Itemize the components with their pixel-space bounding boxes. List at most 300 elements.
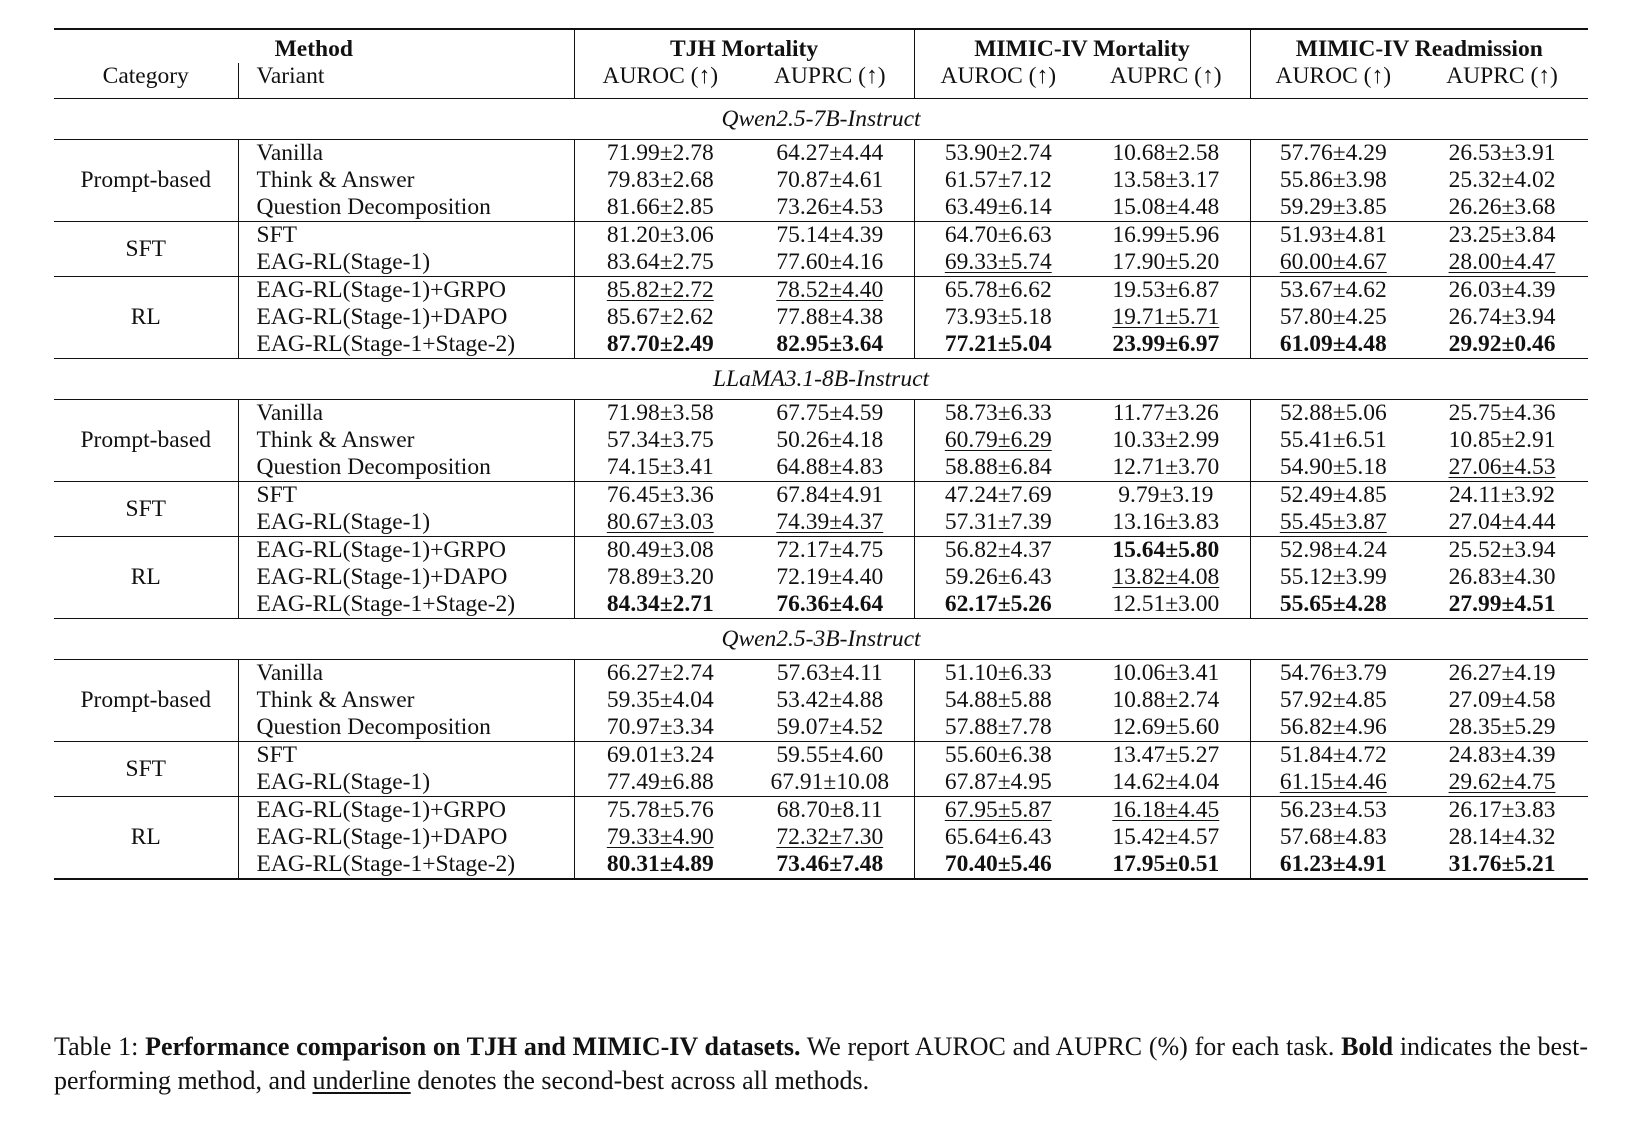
value-cell	[1082, 797, 1250, 825]
metric-value: 28.00±4.47	[1448, 249, 1556, 275]
value-cell	[1082, 537, 1250, 565]
value-cell	[914, 454, 1082, 482]
value-cell	[746, 222, 914, 250]
metric-header: AUPRC (↑)	[1446, 63, 1558, 89]
metric-value: 81.66±2.85	[606, 194, 714, 220]
value-cell	[574, 482, 746, 510]
variant-cell: SFT	[238, 742, 574, 770]
value-cell	[1082, 454, 1250, 482]
metric-value: 59.35±4.04	[606, 687, 714, 713]
value-cell	[1250, 687, 1416, 714]
value-cell	[1250, 509, 1416, 537]
metric-value: 57.80±4.25	[1279, 304, 1387, 330]
metric-value: 13.58±3.17	[1112, 167, 1220, 193]
table-body	[54, 99, 1588, 880]
metric-value: 57.76±4.29	[1279, 140, 1387, 166]
metric-value: 72.17±4.75	[776, 537, 884, 563]
table-row	[54, 277, 1588, 305]
metric-value: 26.74±3.94	[1448, 304, 1556, 330]
table-row	[54, 660, 1588, 688]
value-cell	[574, 687, 746, 714]
value-cell	[1082, 714, 1250, 742]
value-cell	[1250, 851, 1416, 879]
value-cell	[1082, 167, 1250, 194]
table-row	[54, 400, 1588, 428]
metric-value: 19.71±5.71	[1112, 304, 1220, 330]
metric-value: 26.03±4.39	[1448, 277, 1556, 303]
metric-value: 55.65±4.28	[1279, 591, 1387, 617]
table-row	[54, 249, 1588, 277]
value-cell	[1416, 194, 1588, 222]
caption-text: indicates the best-performing method, and	[54, 1032, 1589, 1095]
value-cell	[1250, 249, 1416, 277]
value-cell	[914, 249, 1082, 277]
variant-cell: EAG-RL(Stage-1)	[238, 509, 574, 537]
metric-value: 67.87±4.95	[944, 769, 1052, 795]
metric-value: 87.70±2.49	[606, 331, 714, 357]
value-cell	[1416, 714, 1588, 742]
value-cell	[746, 509, 914, 537]
table-header	[54, 29, 1588, 99]
metric-value: 71.99±2.78	[606, 140, 714, 166]
metric-value: 59.29±3.85	[1279, 194, 1387, 220]
metric-value: 27.04±4.44	[1448, 509, 1556, 535]
metric-value: 58.73±6.33	[944, 400, 1052, 426]
value-cell	[1250, 167, 1416, 194]
metric-header: AUROC (↑)	[1250, 63, 1416, 99]
metric-value: 57.92±4.85	[1279, 687, 1387, 713]
metric-value: 55.60±6.38	[944, 742, 1052, 768]
metric-value: 24.11±3.92	[1449, 482, 1556, 508]
metric-value: 84.34±2.71	[606, 591, 714, 617]
metric-value: 51.93±4.81	[1279, 222, 1387, 248]
metric-value: 67.75±4.59	[776, 400, 884, 426]
value-cell	[914, 140, 1082, 168]
value-cell	[1250, 427, 1416, 454]
metric-value: 19.53±6.87	[1112, 277, 1220, 303]
metric-header: AUPRC (↑)	[1109, 63, 1222, 89]
value-cell	[1082, 687, 1250, 714]
value-cell	[1416, 331, 1588, 359]
value-cell	[1416, 222, 1588, 250]
value-cell	[574, 591, 746, 619]
metric-value: 57.68±4.83	[1279, 824, 1387, 850]
value-cell	[574, 140, 746, 168]
metric-value: 80.31±4.89	[606, 851, 714, 877]
value-cell	[746, 591, 914, 619]
metric-value: 55.41±6.51	[1279, 427, 1387, 453]
table-row	[54, 851, 1588, 879]
metric-value: 69.33±5.74	[944, 249, 1052, 275]
metric-value: 28.35±5.29	[1448, 714, 1556, 740]
metric-value: 27.06±4.53	[1448, 454, 1556, 480]
value-cell	[746, 537, 914, 565]
metric-value: 65.64±6.43	[944, 824, 1052, 850]
metric-value: 74.15±3.41	[606, 454, 714, 480]
table-row	[54, 222, 1588, 250]
table-row	[54, 591, 1588, 619]
variant-cell: EAG-RL(Stage-1)+DAPO	[238, 564, 574, 591]
metric-value: 53.90±2.74	[944, 140, 1052, 166]
metric-value: 82.95±3.64	[776, 331, 884, 357]
value-cell	[746, 427, 914, 454]
group-header-mimic-readmission: MIMIC-IV Readmission	[1250, 29, 1588, 63]
metric-value: 25.75±4.36	[1448, 400, 1556, 426]
variant-cell: EAG-RL(Stage-1+Stage-2)	[238, 331, 574, 359]
table-row	[54, 687, 1588, 714]
value-cell	[914, 331, 1082, 359]
variant-cell: SFT	[238, 222, 574, 250]
category-cell: RL	[130, 304, 161, 330]
metric-value: 66.27±2.74	[606, 660, 714, 686]
metric-value: 85.82±2.72	[606, 277, 714, 303]
value-cell	[574, 660, 746, 688]
metric-value: 23.99±6.97	[1112, 331, 1220, 357]
metric-value: 75.78±5.76	[606, 797, 714, 823]
value-cell	[746, 714, 914, 742]
metric-value: 29.92±0.46	[1448, 331, 1556, 357]
metric-value: 9.79±3.19	[1118, 482, 1214, 508]
caption-text: We report AUROC and AUPRC (%) for each task.	[800, 1032, 1342, 1061]
metric-value: 26.83±4.30	[1448, 564, 1556, 590]
table-row	[54, 454, 1588, 482]
metric-value: 13.47±5.27	[1112, 742, 1220, 768]
value-cell	[746, 564, 914, 591]
value-cell	[574, 249, 746, 277]
metric-value: 73.93±5.18	[944, 304, 1052, 330]
metric-value: 60.79±6.29	[944, 427, 1052, 453]
table-row	[54, 509, 1588, 537]
value-cell	[746, 851, 914, 879]
value-cell	[1250, 140, 1416, 168]
value-cell	[746, 454, 914, 482]
table-row	[54, 194, 1588, 222]
value-cell	[1416, 482, 1588, 510]
metric-value: 70.97±3.34	[606, 714, 714, 740]
variant-cell: Think & Answer	[238, 167, 574, 194]
value-cell	[746, 824, 914, 851]
metric-value: 14.62±4.04	[1112, 769, 1220, 795]
value-cell	[1082, 769, 1250, 797]
header-row-metrics	[54, 63, 1588, 99]
metric-value: 65.78±6.62	[944, 277, 1052, 303]
variant-cell: EAG-RL(Stage-1)	[238, 769, 574, 797]
variant-cell: Vanilla	[238, 400, 574, 428]
value-cell	[746, 304, 914, 331]
model-section-row	[54, 99, 1588, 140]
header-row-groups	[54, 29, 1588, 63]
value-cell	[574, 824, 746, 851]
value-cell	[1416, 742, 1588, 770]
metric-value: 76.36±4.64	[776, 591, 884, 617]
metric-value: 63.49±6.14	[944, 194, 1052, 220]
value-cell	[574, 331, 746, 359]
variant-cell: EAG-RL(Stage-1)+GRPO	[238, 277, 574, 305]
metric-value: 27.09±4.58	[1448, 687, 1556, 713]
metric-value: 27.99±4.51	[1448, 591, 1556, 617]
value-cell	[1250, 714, 1416, 742]
metric-value: 17.95±0.51	[1112, 851, 1220, 877]
value-cell	[1416, 167, 1588, 194]
value-cell	[574, 537, 746, 565]
model-section-row	[54, 359, 1588, 400]
metric-value: 62.17±5.26	[944, 591, 1052, 617]
value-cell	[1250, 331, 1416, 359]
metric-value: 52.98±4.24	[1279, 537, 1387, 563]
metric-value: 10.33±2.99	[1112, 427, 1220, 453]
metric-value: 54.76±3.79	[1279, 660, 1387, 686]
value-cell	[574, 509, 746, 537]
value-cell	[1250, 537, 1416, 565]
value-cell	[1250, 194, 1416, 222]
category-cell: RL	[130, 564, 161, 590]
metric-value: 72.32±7.30	[776, 824, 884, 850]
value-cell	[1416, 824, 1588, 851]
metric-value: 77.21±5.04	[944, 331, 1052, 357]
metric-value: 61.57±7.12	[944, 167, 1052, 193]
metric-value: 47.24±7.69	[944, 482, 1052, 508]
value-cell	[1082, 427, 1250, 454]
metric-value: 17.90±5.20	[1112, 249, 1220, 275]
value-cell	[1416, 851, 1588, 879]
metric-value: 73.26±4.53	[776, 194, 884, 220]
variant-cell: EAG-RL(Stage-1+Stage-2)	[238, 851, 574, 879]
variant-cell: Vanilla	[238, 140, 574, 168]
value-cell	[914, 824, 1082, 851]
variant-cell: Question Decomposition	[238, 194, 574, 222]
table-row	[54, 331, 1588, 359]
metric-value: 79.83±2.68	[606, 167, 714, 193]
caption-title: Performance comparison on TJH and MIMIC-IV datasets.	[145, 1032, 801, 1061]
value-cell	[1250, 564, 1416, 591]
value-cell	[746, 140, 914, 168]
value-cell	[1082, 851, 1250, 879]
metric-value: 72.19±4.40	[776, 564, 884, 590]
category-cell: Prompt-based	[80, 167, 212, 193]
metric-value: 70.40±5.46	[944, 851, 1052, 877]
caption-label: Table 1:	[54, 1032, 146, 1061]
metric-value: 83.64±2.75	[606, 249, 714, 275]
value-cell	[914, 851, 1082, 879]
table-row	[54, 824, 1588, 851]
metric-value: 23.25±3.84	[1448, 222, 1556, 248]
value-cell	[914, 509, 1082, 537]
value-cell	[1250, 797, 1416, 825]
metric-value: 26.17±3.83	[1448, 797, 1556, 823]
value-cell	[746, 400, 914, 428]
value-cell	[1250, 454, 1416, 482]
table-row	[54, 167, 1588, 194]
variant-cell: EAG-RL(Stage-1)	[238, 249, 574, 277]
value-cell	[914, 797, 1082, 825]
value-cell	[1250, 482, 1416, 510]
value-cell	[574, 194, 746, 222]
value-cell	[1416, 400, 1588, 428]
variant-cell: EAG-RL(Stage-1)+GRPO	[238, 537, 574, 565]
metric-value: 13.16±3.83	[1112, 509, 1220, 535]
metric-value: 55.12±3.99	[1279, 564, 1387, 590]
caption-text: denotes the second-best across all methods.	[410, 1066, 870, 1095]
caption-bold-word: Bold	[1341, 1032, 1394, 1061]
metric-value: 15.42±4.57	[1112, 824, 1220, 850]
value-cell	[914, 687, 1082, 714]
value-cell	[1416, 660, 1588, 688]
metric-value: 12.71±3.70	[1112, 454, 1220, 480]
metric-value: 12.69±5.60	[1112, 714, 1220, 740]
value-cell	[1416, 277, 1588, 305]
metric-header: AUROC (↑)	[914, 63, 1082, 99]
metric-value: 73.46±7.48	[776, 851, 884, 877]
variant-cell: EAG-RL(Stage-1)+DAPO	[238, 304, 574, 331]
model-name: Qwen2.5-3B-Instruct	[721, 625, 921, 652]
metric-value: 67.91±10.08	[770, 769, 890, 795]
value-cell	[574, 277, 746, 305]
value-cell	[574, 742, 746, 770]
metric-value: 26.26±3.68	[1448, 194, 1556, 220]
value-cell	[1250, 304, 1416, 331]
variant-cell: SFT	[238, 482, 574, 510]
caption-underline-word: underline	[312, 1066, 411, 1095]
metric-value: 50.26±4.18	[776, 427, 884, 453]
value-cell	[914, 714, 1082, 742]
value-cell	[746, 660, 914, 688]
metric-value: 61.23±4.91	[1279, 851, 1387, 877]
metric-value: 56.82±4.96	[1279, 714, 1387, 740]
metric-value: 77.88±4.38	[776, 304, 884, 330]
metric-value: 61.09±4.48	[1279, 331, 1387, 357]
metric-value: 11.77±3.26	[1112, 400, 1219, 426]
metric-value: 51.84±4.72	[1279, 742, 1387, 768]
metric-value: 26.53±3.91	[1448, 140, 1556, 166]
value-cell	[574, 454, 746, 482]
variant-header: Variant	[238, 63, 574, 99]
category-cell: Prompt-based	[80, 427, 212, 453]
table-row	[54, 564, 1588, 591]
value-cell	[914, 564, 1082, 591]
category-cell: SFT	[125, 495, 166, 522]
value-cell	[574, 427, 746, 454]
category-cell: SFT	[125, 235, 166, 262]
value-cell	[1082, 140, 1250, 168]
metric-value: 10.85±2.91	[1448, 427, 1556, 453]
metric-value: 15.08±4.48	[1112, 194, 1220, 220]
value-cell	[1250, 277, 1416, 305]
metric-value: 78.89±3.20	[606, 564, 714, 590]
value-cell	[1082, 591, 1250, 619]
metric-value: 57.63±4.11	[776, 660, 883, 686]
metric-value: 56.82±4.37	[944, 537, 1052, 563]
value-cell	[1082, 742, 1250, 770]
metric-value: 74.39±4.37	[776, 509, 884, 535]
metric-value: 56.23±4.53	[1279, 797, 1387, 823]
value-cell	[914, 591, 1082, 619]
category-cell: RL	[130, 824, 161, 850]
table-row	[54, 797, 1588, 825]
value-cell	[1416, 140, 1588, 168]
metric-value: 70.87±4.61	[776, 167, 884, 193]
variant-cell: EAG-RL(Stage-1)+GRPO	[238, 797, 574, 825]
method-header: Method	[274, 36, 353, 62]
metric-value: 57.31±7.39	[944, 509, 1052, 535]
value-cell	[914, 482, 1082, 510]
value-cell	[1416, 509, 1588, 537]
metric-value: 15.64±5.80	[1112, 537, 1220, 563]
metric-value: 57.88±7.78	[944, 714, 1052, 740]
value-cell	[1416, 687, 1588, 714]
table-row	[54, 427, 1588, 454]
metric-value: 25.32±4.02	[1448, 167, 1556, 193]
model-name: LLaMA3.1-8B-Instruct	[712, 365, 930, 392]
results-table	[54, 28, 1588, 880]
metric-value: 12.51±3.00	[1112, 591, 1220, 617]
variant-cell: Think & Answer	[238, 427, 574, 454]
metric-value: 67.95±5.87	[944, 797, 1052, 823]
value-cell	[1082, 564, 1250, 591]
metric-value: 55.86±3.98	[1279, 167, 1387, 193]
metric-value: 54.90±5.18	[1279, 454, 1387, 480]
metric-header: AUPRC (↑)	[773, 63, 886, 89]
table-row	[54, 769, 1588, 797]
metric-value: 81.20±3.06	[606, 222, 714, 248]
value-cell	[746, 167, 914, 194]
value-cell	[914, 742, 1082, 770]
metric-value: 16.99±5.96	[1112, 222, 1220, 248]
value-cell	[746, 482, 914, 510]
value-cell	[746, 249, 914, 277]
value-cell	[914, 427, 1082, 454]
value-cell	[574, 167, 746, 194]
value-cell	[746, 331, 914, 359]
metric-value: 77.49±6.88	[606, 769, 714, 795]
metric-value: 78.52±4.40	[776, 277, 884, 303]
metric-value: 75.14±4.39	[776, 222, 884, 248]
value-cell	[1082, 824, 1250, 851]
model-name: Qwen2.5-7B-Instruct	[721, 105, 921, 132]
value-cell	[574, 851, 746, 879]
metric-value: 64.88±4.83	[776, 454, 884, 480]
table-row	[54, 537, 1588, 565]
metric-value: 29.62±4.75	[1448, 769, 1556, 795]
value-cell	[1416, 249, 1588, 277]
value-cell	[1082, 222, 1250, 250]
category-header: Category	[102, 63, 189, 89]
metric-value: 79.33±4.90	[606, 824, 714, 850]
variant-cell: Vanilla	[238, 660, 574, 688]
metric-value: 10.88±2.74	[1112, 687, 1220, 713]
variant-cell: EAG-RL(Stage-1)+DAPO	[238, 824, 574, 851]
value-cell	[1082, 400, 1250, 428]
value-cell	[1082, 660, 1250, 688]
metric-value: 51.10±6.33	[944, 660, 1052, 686]
value-cell	[1416, 304, 1588, 331]
value-cell	[1250, 660, 1416, 688]
value-cell	[1082, 194, 1250, 222]
value-cell	[914, 769, 1082, 797]
metric-value: 60.00±4.67	[1279, 249, 1387, 275]
variant-cell: Question Decomposition	[238, 454, 574, 482]
category-cell: Prompt-based	[80, 687, 212, 713]
value-cell	[1250, 222, 1416, 250]
value-cell	[1250, 769, 1416, 797]
value-cell	[1082, 482, 1250, 510]
metric-value: 26.27±4.19	[1448, 660, 1556, 686]
value-cell	[746, 797, 914, 825]
value-cell	[914, 277, 1082, 305]
metric-value: 31.76±5.21	[1448, 851, 1556, 877]
table-row	[54, 742, 1588, 770]
metric-value: 58.88±6.84	[944, 454, 1052, 480]
value-cell	[746, 769, 914, 797]
